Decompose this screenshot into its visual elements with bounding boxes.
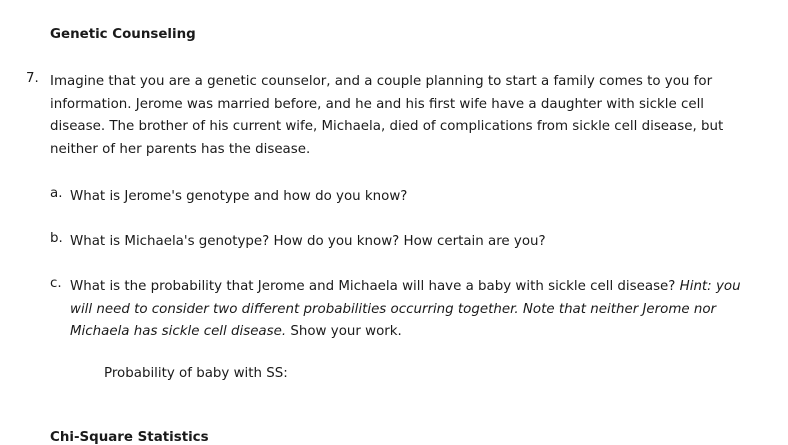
section-heading: Genetic Counseling	[50, 27, 196, 42]
part-a-letter: a.	[50, 186, 63, 201]
next-section-heading: Chi-Square Statistics	[50, 430, 209, 445]
part-c-hint: Hint: you will need to consider two different probabilities occurring together. Note that neither Jerome nor Michaela has sickle cell disease.	[70, 279, 741, 340]
part-b-letter: b.	[50, 231, 63, 246]
part-c-instruction: Show your work.	[286, 324, 402, 340]
answer-prompt: Probability of baby with SS:	[104, 366, 288, 381]
question-text: Imagine that you are a genetic counselor, and a couple planning to start a family comes to you for information. Jerome was married before, and he and his first wife have a daughter with sickle cell disease. The brother of his current wife, Michaela, died of complications from sickle cell disease, but neither of her parents has the disease.	[50, 74, 724, 157]
part-b-text: What is Michaela's genotype? How do you know? How certain are you?	[70, 234, 546, 249]
question-number: 7.	[26, 71, 39, 86]
part-c-text	[70, 276, 750, 344]
part-c-letter: c.	[50, 276, 62, 291]
part-a-text: What is Jerome's genotype and how do you know?	[70, 189, 408, 204]
part-c-question: What is the probability that Jerome and Michaela will have a baby with sickle cell disease?	[70, 279, 680, 294]
